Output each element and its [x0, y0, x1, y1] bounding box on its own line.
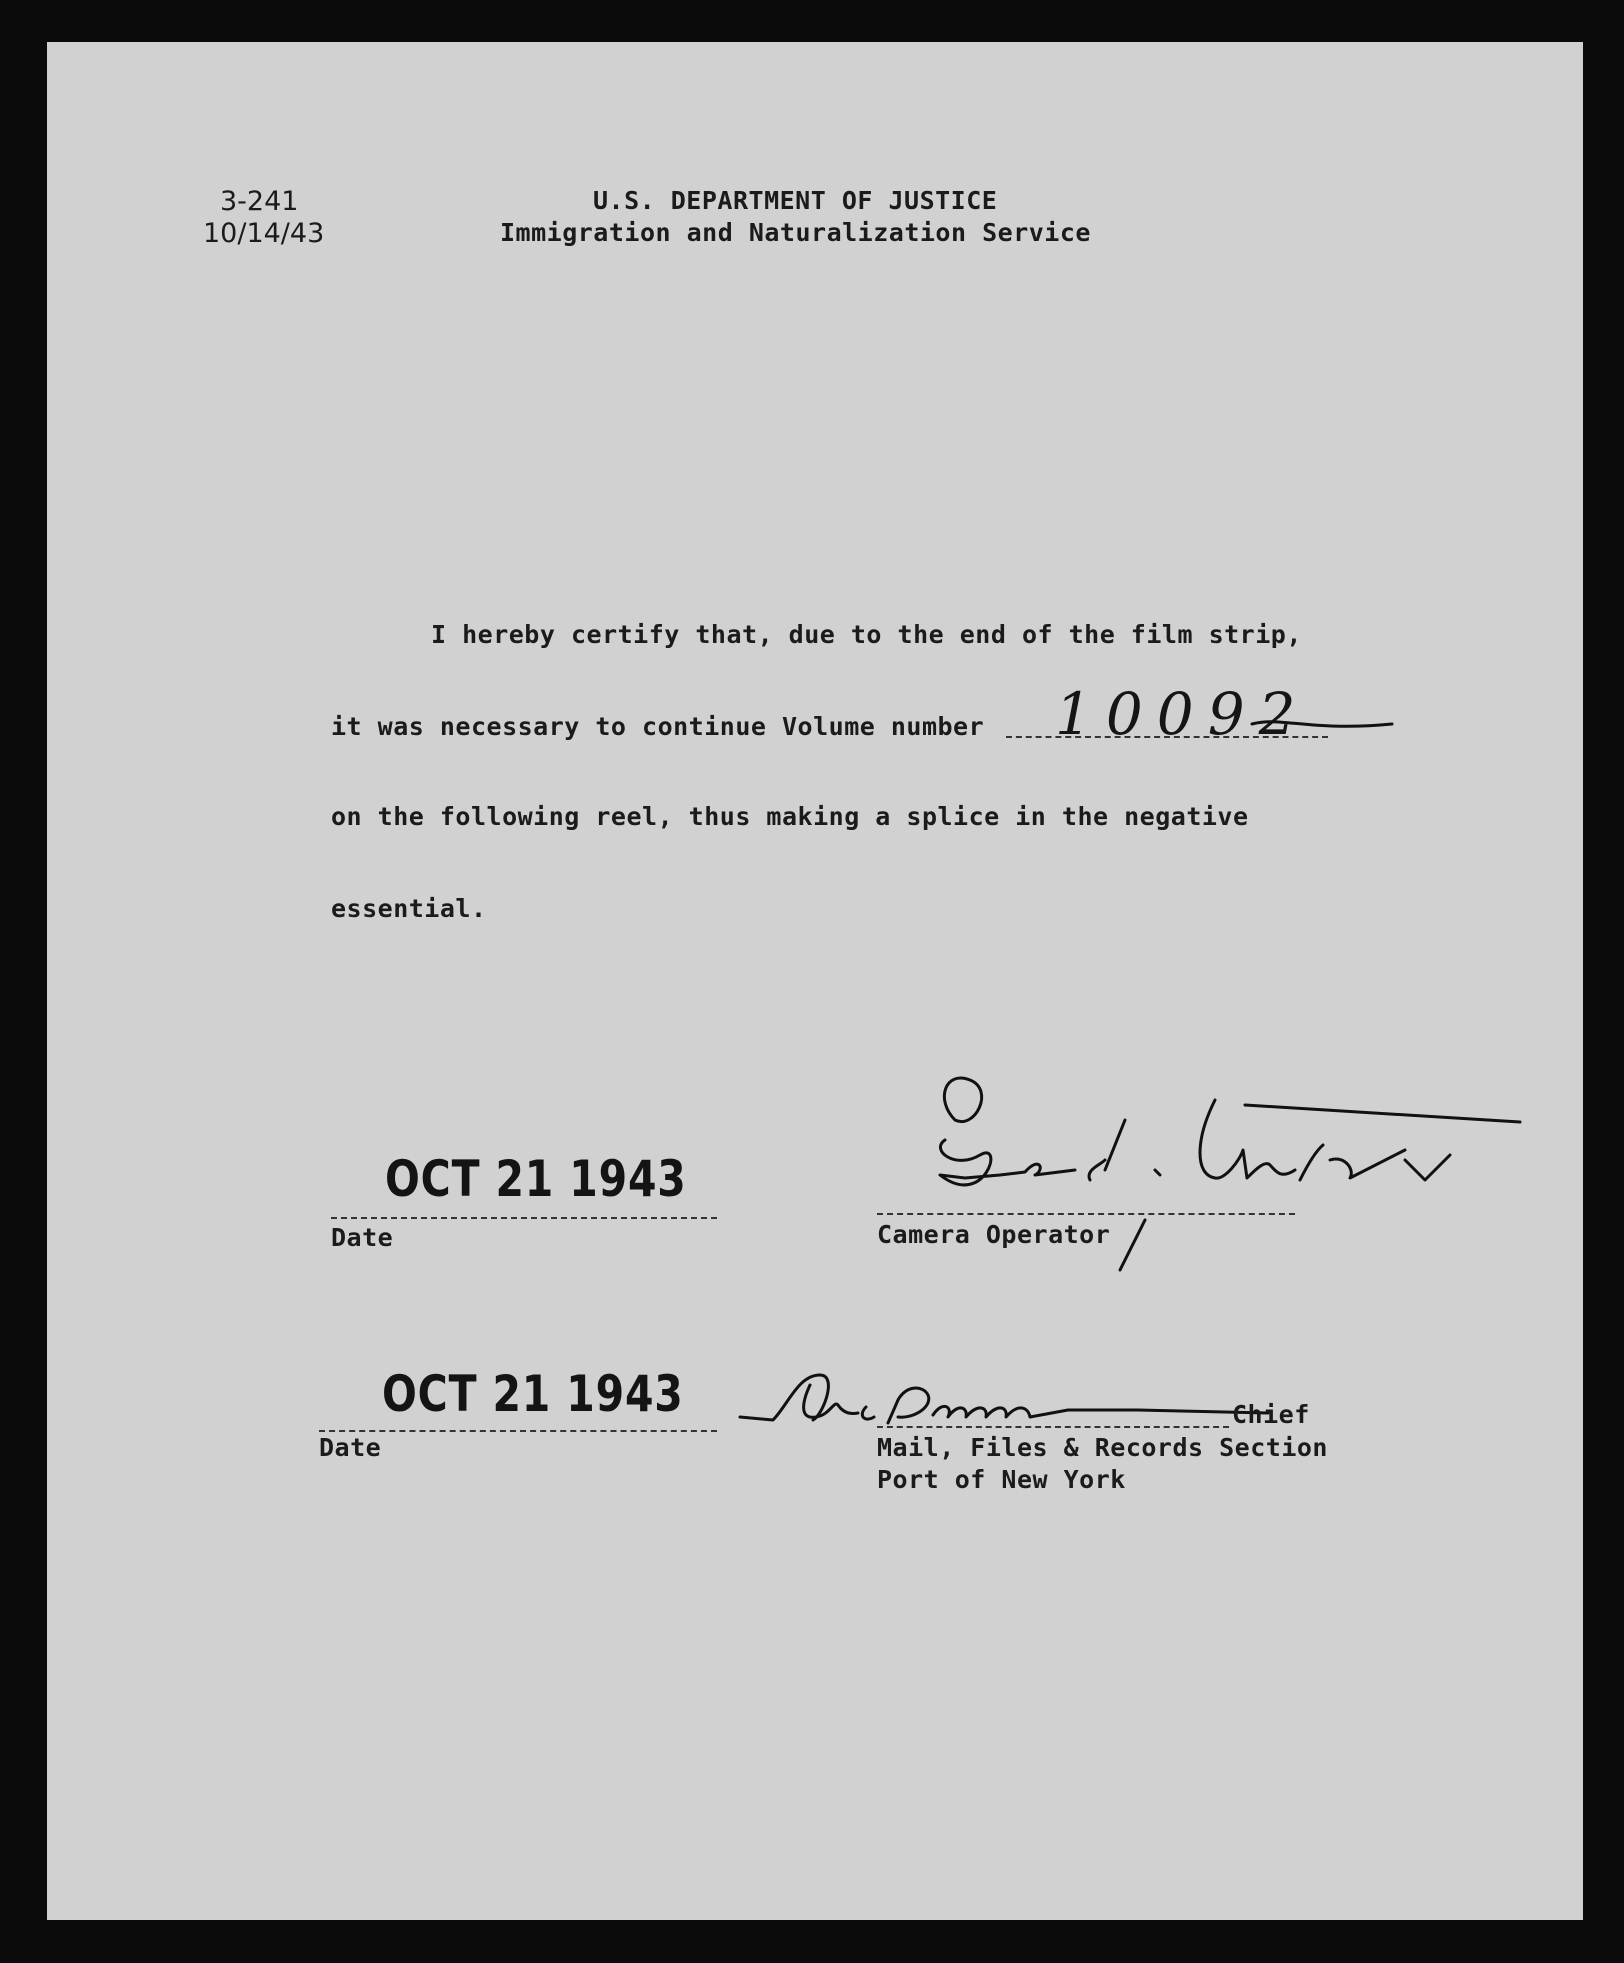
certification-line-3: on the following reel, thus making a splice in the negative: [331, 802, 1249, 831]
camera-operator-label: Camera Operator: [877, 1220, 1111, 1249]
chief-signature-line: [877, 1426, 1229, 1428]
camera-date-line: [331, 1217, 717, 1219]
chief-date-label: Date: [319, 1433, 382, 1462]
chief-date-stamp: OCT 21 1943: [382, 1365, 684, 1423]
service-heading: Immigration and Naturalization Service: [500, 218, 1091, 247]
camera-date-stamp: OCT 21 1943: [385, 1150, 687, 1208]
form-date: 10/14/43: [203, 218, 325, 249]
certification-line-4: essential.: [331, 894, 487, 923]
volume-number-underline: [1250, 712, 1400, 742]
chief-section: Mail, Files & Records Section: [877, 1433, 1328, 1462]
department-heading: U.S. DEPARTMENT OF JUSTICE: [593, 186, 998, 215]
form-number: 3-241: [220, 186, 299, 217]
volume-number: 10092: [1055, 680, 1310, 748]
document-page: [47, 42, 1583, 1920]
certification-line-2: it was necessary to continue Volume number: [331, 712, 985, 741]
camera-signature-line: [877, 1213, 1295, 1215]
camera-date-label: Date: [331, 1223, 394, 1252]
certification-line-1: I hereby certify that, due to the end of the film strip,: [431, 620, 1302, 649]
chief-title: Chief: [1232, 1400, 1310, 1429]
chief-port: Port of New York: [877, 1465, 1126, 1494]
